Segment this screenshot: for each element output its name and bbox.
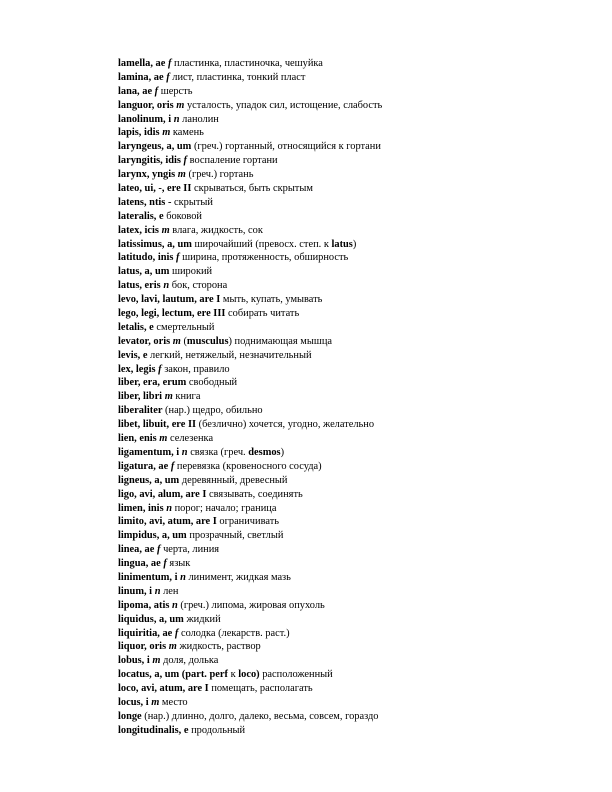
translation-tail: ) (352, 238, 357, 250)
translation: воспаление гортани (189, 155, 278, 167)
translation: язык (169, 558, 191, 570)
translation-tail: ) (280, 446, 285, 458)
dictionary-entry (118, 168, 598, 182)
headword: longe (118, 710, 142, 722)
gender-marker: n (172, 599, 178, 611)
translation: связка (греч. (190, 446, 246, 458)
translation: (греч.) гортанный, относящийся к гортани (193, 141, 381, 153)
headword: liberaliter (118, 405, 163, 417)
cross-reference: desmos (248, 446, 281, 458)
headword: levis, e (118, 349, 148, 361)
dictionary-entry (118, 585, 598, 599)
translation: шерсть (160, 85, 193, 97)
dictionary-entry (118, 571, 598, 585)
headword: linea, ae (118, 544, 155, 556)
headword: lapis, idis (118, 127, 160, 139)
gender-marker: n (163, 280, 170, 292)
headword: lien, enis (118, 433, 157, 445)
dictionary-entry (118, 154, 598, 168)
dictionary-entry (118, 182, 598, 196)
headword: linimentum, i (118, 571, 178, 583)
gender-marker: f (166, 71, 170, 83)
gender-marker: f (156, 544, 161, 556)
headword: limito, avi, atum, are I (118, 516, 217, 528)
headword: levator, oris (118, 335, 171, 347)
translation: боковой (166, 210, 202, 222)
dictionary-entry (118, 696, 598, 710)
translation: широчайший (превосх. степ. к (194, 238, 329, 250)
dictionary-entry (118, 196, 598, 210)
translation: лен (163, 585, 179, 597)
translation: книга (175, 391, 201, 403)
translation: связывать, соединять (209, 488, 303, 500)
gender-marker: m (159, 433, 168, 445)
headword: linum, i (118, 585, 153, 597)
headword: liquor, oris (118, 641, 167, 653)
headword: lanolinum, i (118, 113, 172, 125)
dictionary-entry (118, 460, 598, 474)
dictionary-entry (118, 418, 598, 432)
dictionary-entry (118, 529, 598, 543)
translation: жидкость, раствор (179, 641, 261, 653)
headword: latens, ntis - (118, 196, 172, 208)
headword: lamina, ae (118, 71, 164, 83)
translation: ограничивать (219, 516, 279, 528)
translation: (нар.) щедро, обильно (165, 405, 263, 417)
headword: larynx, yngis (118, 169, 176, 181)
translation: мыть, купать, умывать (222, 294, 323, 306)
translation: скрытый (174, 196, 213, 208)
translation: (греч.) липома, жировая опухоль (180, 599, 325, 611)
headword: ligneus, a, um (118, 474, 180, 486)
dictionary-entry (118, 307, 598, 321)
translation: место (161, 696, 188, 708)
cross-reference: musculus (186, 335, 229, 347)
headword: liber, era, erum (118, 377, 187, 389)
headword: lex, legis (118, 363, 156, 375)
translation: черта, линия (163, 544, 220, 556)
dictionary-entry (118, 126, 598, 140)
dictionary-entry (118, 57, 598, 71)
translation: усталость, упадок сил, истощение, слабость (186, 99, 383, 111)
gender-marker: m (152, 655, 161, 667)
translation: доля, долька (163, 655, 219, 667)
translation: собирать читать (228, 308, 300, 320)
translation: лист, пластинка, тонкий пласт (172, 71, 306, 83)
headword: lana, ae (118, 85, 153, 97)
dictionary-entry (118, 599, 598, 613)
headword: levo, lavi, lautum, are I (118, 294, 221, 306)
headword: latus, eris (118, 280, 161, 292)
dictionary-entry (118, 432, 598, 446)
dictionary-entry (118, 515, 598, 529)
headword: ligatura, ae (118, 460, 169, 472)
headword: latus, a, um (118, 266, 170, 278)
headword: lateralis, e (118, 210, 164, 222)
headword: limen, inis (118, 502, 164, 514)
gender-marker: m (177, 169, 186, 181)
dictionary-entry (118, 682, 598, 696)
headword: liquidus, a, um (118, 613, 184, 625)
translation: (безлично) хочется, угодно, желательно (198, 419, 375, 431)
dictionary-entry (118, 363, 598, 377)
gender-marker: f (176, 252, 180, 264)
dictionary-entry (118, 724, 598, 738)
dictionary-entry (118, 335, 598, 349)
translation: перевязка (кровеносного сосуда) (176, 460, 322, 472)
dictionary-entry (118, 265, 598, 279)
dictionary-entry (118, 238, 598, 252)
gender-marker: n (173, 113, 180, 125)
translation: порог; начало; граница (174, 502, 277, 514)
dictionary-entry (118, 613, 598, 627)
translation: ширина, протяженность, обширность (182, 252, 349, 264)
gender-marker: n (180, 571, 186, 583)
translation: ( (183, 335, 187, 347)
headword: ligamentum, i (118, 446, 180, 458)
headword: laryngeus, a, um (118, 141, 192, 153)
headword: lobus, i (118, 655, 150, 667)
translation: линимент, жидкая мазь (188, 571, 291, 583)
dictionary-entry (118, 557, 598, 571)
translation: ланолин (182, 113, 219, 125)
headword: lingua, ae (118, 558, 161, 570)
dictionary-entry (118, 446, 598, 460)
translation: бок, сторона (171, 280, 228, 292)
translation: (греч.) гортань (188, 169, 254, 181)
dictionary-entry (118, 502, 598, 516)
translation: жидкий (186, 613, 221, 625)
gender-marker: f (170, 460, 175, 472)
gender-marker: n (166, 502, 173, 514)
dictionary-entry (118, 404, 598, 418)
gender-marker: m (161, 224, 170, 236)
gender-marker: m (172, 335, 181, 347)
dictionary-entry (118, 140, 598, 154)
cross-reference: latus (331, 238, 353, 250)
translation: смертельный (156, 321, 215, 333)
translation: к (230, 669, 236, 681)
headword: languor, oris (118, 99, 174, 111)
headword: lateo, ui, -, ere II (118, 183, 192, 195)
dictionary-entry (118, 321, 598, 335)
gender-marker: m (176, 99, 185, 111)
translation: прозрачный, светлый (189, 530, 284, 542)
dictionary-entry (118, 113, 598, 127)
headword: latex, icis (118, 224, 159, 236)
dictionary-entry (118, 99, 598, 113)
translation: влага, жидкость, сок (172, 224, 263, 236)
gender-marker: m (162, 127, 171, 139)
dictionary-entry (118, 543, 598, 557)
translation: солодка (лекарств. раст.) (180, 627, 290, 639)
translation: (нар.) длинно, долго, далеко, весьма, совсем, гораздо (144, 710, 379, 722)
headword: latitudo, inis (118, 252, 174, 264)
gender-marker: f (158, 363, 162, 375)
dictionary-entry (118, 488, 598, 502)
translation: легкий, нетяжелый, незначительный (150, 349, 312, 361)
dictionary-entry (118, 293, 598, 307)
headword: lamella, ae (118, 58, 166, 69)
translation-tail: расположенный (262, 669, 333, 681)
gender-marker: m (168, 641, 177, 653)
dictionary-entry (118, 210, 598, 224)
headword: latissimus, a, um (118, 238, 192, 250)
translation: закон, правило (164, 363, 230, 375)
gender-marker: n (181, 446, 188, 458)
translation: свободный (188, 377, 238, 389)
dictionary-entry (118, 376, 598, 390)
cross-reference: loco) (238, 669, 260, 681)
dictionary-entry (118, 654, 598, 668)
dictionary-entry (118, 224, 598, 238)
dictionary-entry (118, 390, 598, 404)
translation: пластинка, пластиночка, чешуйка (174, 58, 323, 69)
gender-marker: m (151, 696, 160, 708)
dictionary-entry (118, 640, 598, 654)
gender-marker: f (167, 58, 172, 69)
dictionary-entry (118, 279, 598, 293)
headword: locus, i (118, 696, 149, 708)
translation: скрываться, быть скрытым (194, 183, 313, 195)
headword: longitudinalis, e (118, 724, 189, 736)
headword: liquiritia, ae (118, 627, 173, 639)
dictionary-entry (118, 71, 598, 85)
headword: loco, avi, atum, are I (118, 683, 209, 695)
headword: lego, legi, lectum, ere III (118, 308, 226, 320)
translation: помещать, располагать (211, 683, 313, 695)
headword: lipoma, atis (118, 599, 170, 611)
dictionary-entry (118, 668, 598, 682)
dictionary-page (118, 57, 598, 738)
gender-marker: f (183, 155, 188, 167)
dictionary-entry (118, 627, 598, 641)
gender-marker: m (164, 391, 173, 403)
gender-marker: n (154, 585, 161, 597)
headword: laryngitis, idis (118, 155, 181, 167)
headword: libet, libuit, ere II (118, 419, 197, 431)
dictionary-entry (118, 349, 598, 363)
dictionary-entry (118, 251, 598, 265)
translation: селезенка (170, 433, 214, 445)
headword: letalis, e (118, 321, 154, 333)
headword: locatus, a, um (part. perf (118, 669, 228, 681)
dictionary-entry (118, 710, 598, 724)
dictionary-entry (118, 85, 598, 99)
headword: ligo, avi, alum, are I (118, 488, 207, 500)
translation: деревянный, древесный (181, 474, 288, 486)
headword: liber, libri (118, 391, 163, 403)
headword: limpidus, a, um (118, 530, 187, 542)
translation: продольный (191, 724, 246, 736)
translation: широкий (172, 266, 213, 278)
gender-marker: f (163, 558, 167, 570)
gender-marker: f (154, 85, 159, 97)
gender-marker: f (174, 627, 179, 639)
translation: камень (172, 127, 204, 139)
dictionary-entry (118, 474, 598, 488)
translation-tail: ) поднимающая мышца (228, 335, 333, 347)
